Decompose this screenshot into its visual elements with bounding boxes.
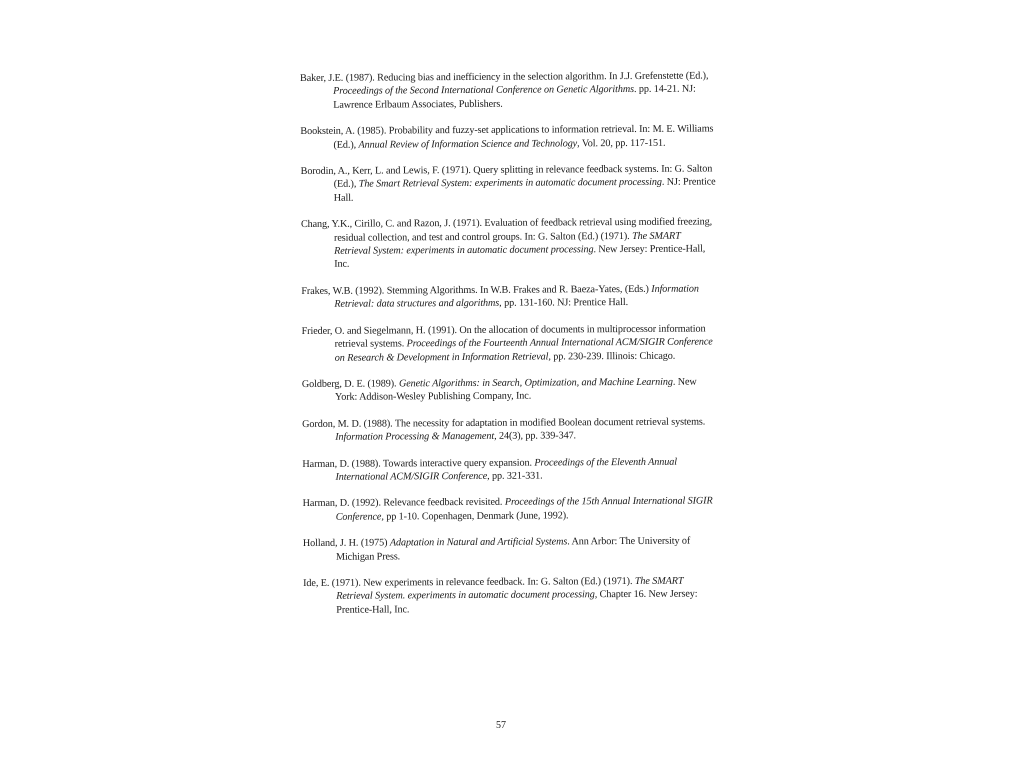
reference-list (300, 69, 718, 630)
reference-entry (301, 162, 716, 205)
reference-title: The Smart Retrieval System: experiments in automatic document processing (358, 177, 662, 191)
reference-details: , pp. 321-331. (487, 470, 543, 482)
reference-entry (300, 69, 715, 112)
reference-entry (301, 216, 716, 272)
reference-title: The SMART Retrieval System. experiments in automatic document processing (336, 575, 684, 603)
reference-details: , Chapter 16. New Jersey: Prentice-Hall, Inc. (336, 588, 698, 616)
reference-title: Adaptation in Natural and Artificial Systems (389, 536, 568, 549)
reference-title: Proceedings of the Eleventh Annual International ACM/SIGIR Conference (335, 456, 678, 483)
reference-details: . New York: Addison-Wesley Publishing Company, Inc. (334, 376, 697, 404)
reference-entry (302, 322, 717, 365)
reference-title: Information Processing & Management (335, 430, 495, 443)
reference-entry (301, 282, 716, 311)
reference-text: Frakes, W.B. (1992). Stemming Algorithms. In W.B. Frakes and R. Baeza-Yates, (Eds.) (301, 283, 652, 297)
reference-title: Annual Review of Information Science and Technology (358, 137, 578, 151)
reference-details: , Vol. 20, pp. 117-151. (577, 137, 666, 149)
reference-text: Baker, J.E. (1987). Reducing bias and inefficiency in the selection algorithm. In J.J. Grefenstette (Ed.), (300, 70, 709, 84)
reference-title: Proceedings of the 15th Annual International SIGIR Conference (335, 495, 713, 523)
reference-entry (303, 574, 718, 617)
reference-details: , pp 1-10. Copenhagen, Denmark (June, 1992). (381, 510, 569, 523)
reference-text: Harman, D. (1992). Relevance feedback revisited. (302, 497, 505, 510)
reference-text: Goldberg, D. E. (1989). (301, 378, 399, 390)
reference-text: Holland, J. H. (1975) (302, 537, 390, 550)
reference-title: Information Retrieval: data structures and algorithms (334, 283, 699, 311)
reference-text: Frieder, O. and Siegelmann, H. (1991). On the allocation of documents in multiprocessor information retrieval systems. (301, 323, 706, 350)
reference-text: Harman, D. (1988). Towards interactive query expansion. (302, 457, 535, 470)
reference-title: Proceedings of the Second International Conference on Genetic Algorithms (333, 84, 634, 98)
reference-details: . NJ: Prentice Hall. (333, 176, 716, 204)
reference-entry (300, 123, 715, 152)
reference-entry (302, 375, 717, 404)
reference-details: . New Jersey: Prentice-Hall, Inc. (334, 243, 706, 271)
reference-details: , pp. 131-160. NJ: Prentice Hall. (499, 297, 629, 310)
reference-entry (302, 415, 717, 444)
reference-entry (303, 535, 718, 564)
reference-text: Borodin, A., Kerr, L. and Lewis, F. (1971). Query splitting in relevance feedback systems. In: G. Salton (Ed.), (300, 163, 713, 191)
reference-text: Bookstein, A. (1985). Probability and fuzzy-set applications to information retrieval. In: M. E. Williams (Ed.), (300, 123, 714, 151)
reference-title: Proceedings of the Fourteenth Annual International ACM/SIGIR Conference on Research & Development in Information Retrieval (334, 336, 713, 364)
reference-entry (302, 455, 717, 484)
reference-title: The SMART Retrieval System: experiments in automatic document processing (334, 230, 681, 257)
reference-text: Gordon, M. D. (1988). The necessity for adaptation in modified Boolean document retrieval systems. (302, 416, 706, 430)
reference-details: , 24(3), pp. 339-347. (494, 430, 577, 442)
reference-text: Ide, E. (1971). New experiments in relevance feedback. In: G. Salton (Ed.) (1971). (303, 575, 635, 589)
reference-details: , pp. 230-239. Illinois: Chicago. (548, 350, 676, 362)
reference-entry (303, 495, 718, 524)
reference-title: Genetic Algorithms: in Search, Optimization, and Machine Learning (398, 376, 673, 390)
page-number: 57 (496, 720, 506, 731)
reference-text: Chang, Y.K., Cirillo, C. and Razon, J. (1971). Evaluation of feedback retrieval using modified freezing, residual collection, and test and control groups. In: G. Salton (Ed.) (1971). (300, 216, 713, 244)
reference-details: . Ann Arbor: The University of Michigan Press. (335, 535, 691, 563)
reference-details: . pp. 14-21. NJ: Lawrence Erlbaum Associates, Publishers. (333, 83, 696, 111)
